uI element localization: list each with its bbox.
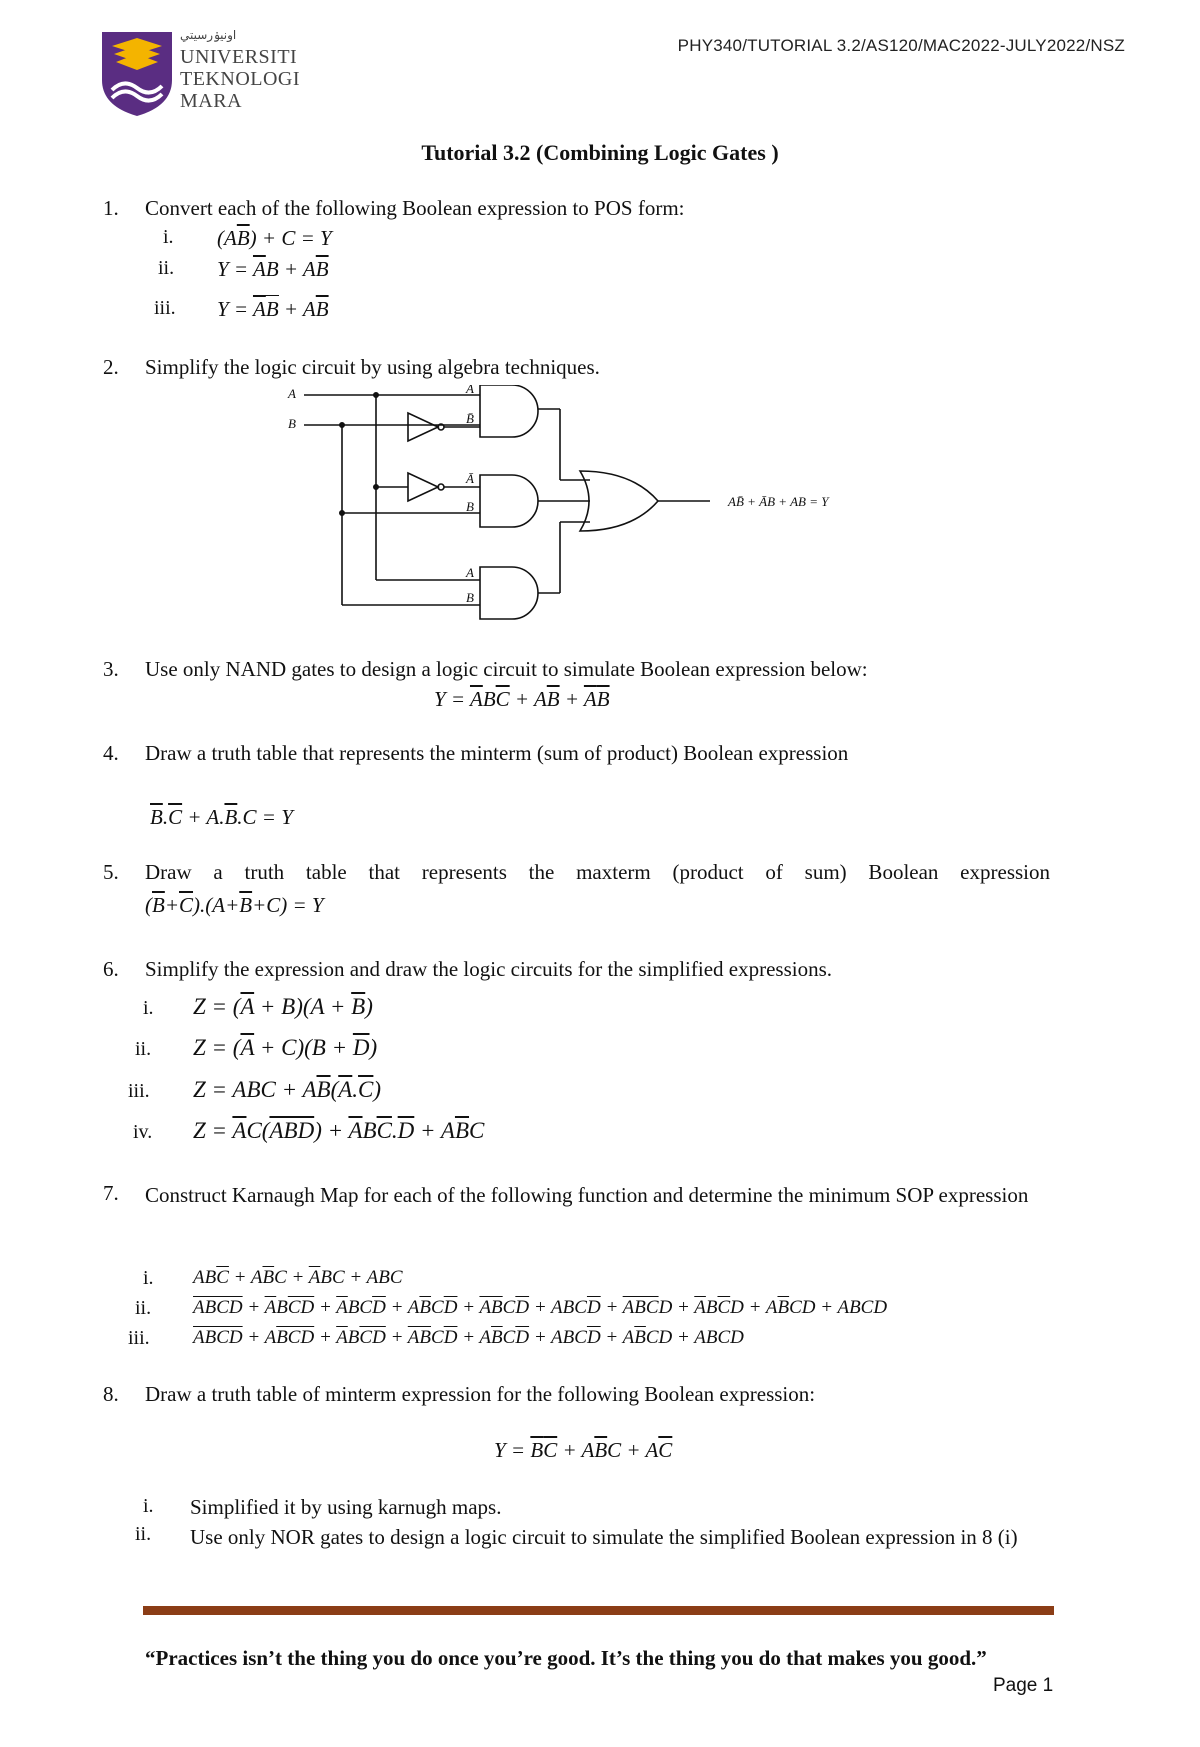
q7-item-i-expr: $AB\overline{C} + A\overline{B}C + \overline{A}BC$ + ABC xyxy=(193,1267,403,1288)
document-code: PHY340/TUTORIAL 3.2/AS120/MAC2022-JULY2022/NSZ xyxy=(677,36,1125,55)
q6-number: 6. xyxy=(103,957,119,981)
uitm-logo xyxy=(100,28,300,120)
q6-item-i-expr: $Z = (\overline{A} + B)(A + \overline{B})$ xyxy=(193,994,373,1019)
and-gate-1 xyxy=(480,385,538,437)
q4-number: 4. xyxy=(103,741,119,765)
page-number: Page 1 xyxy=(993,1675,1054,1696)
q6-item-iii-expr: Z = ABC + $A\overline{B}(\overline{A}.\overline{C})$ xyxy=(193,1077,382,1102)
q3-text: Use only NAND gates to design a logic circuit to simulate Boolean expression below: xyxy=(145,657,868,681)
q6-text: Simplify the expression and draw the logic circuits for the simplified expressions. xyxy=(145,957,833,981)
q1-number: 1. xyxy=(103,196,119,220)
page-title: Tutorial 3.2 (Combining Logic Gates ) xyxy=(421,140,779,165)
gate2-input2-label: B xyxy=(466,499,474,514)
q1-text: Convert each of the following Boolean expression to POS form: xyxy=(145,196,685,220)
q1-item-iii-num: iii. xyxy=(154,297,176,319)
circuit-input-a-label: A xyxy=(288,386,296,401)
q8-item-i-text: Simplified it by using karnugh maps. xyxy=(190,1495,502,1519)
q7-text: Construct Karnaugh Map for each of the following function and determine the minimum SOP expression xyxy=(145,1183,1029,1207)
q6-item-iv-num: iv. xyxy=(133,1121,153,1143)
junction-a1 xyxy=(374,393,378,397)
logic-circuit-diagram xyxy=(280,385,920,625)
uitm-crest-icon xyxy=(100,28,174,118)
q2-number: 2. xyxy=(103,355,119,379)
q5-expr: $(\overline{B}+\overline{C}).(A+\overline{B}+C) = Y$ xyxy=(145,893,324,917)
q6-item-ii-num: ii. xyxy=(135,1038,152,1060)
q6-item-ii-expr: $Z = (\overline{A} + C)(B + \overline{D})$ xyxy=(193,1035,378,1060)
q6-item-i-num: i. xyxy=(143,997,154,1019)
q8-item-ii-num: ii. xyxy=(135,1523,152,1545)
q7-item-iii-expr: ABCD + $A\overline{BCD} + \overline{A}B\overline{CD} + \overline{AB}C\overline{D} + A\overline{B}C\overline{D} + ABC\overline{D} + A\overline{B}CD$ + ABCD xyxy=(193,1327,744,1348)
q6-item-iii-num: iii. xyxy=(128,1080,150,1102)
q4-expr: $\overline{B}.\overline{C} + A.\overline{B}.C = Y$ xyxy=(150,805,293,829)
q1-item-i-num: i. xyxy=(163,226,174,248)
q1-item-i-expr: $(A\overline{B}) + C = Y$ xyxy=(217,226,332,250)
q7-item-i-num: i. xyxy=(143,1267,154,1289)
q1-item-ii-expr: $Y = \overline{A}B + A\overline{B}$ xyxy=(217,257,329,281)
q1-item-ii-num: ii. xyxy=(158,257,175,279)
q7-item-iii-num: iii. xyxy=(128,1327,150,1349)
gate2-input1-label: Ā xyxy=(466,471,474,486)
logo-line2: TEKNOLOGI xyxy=(180,68,301,90)
q1-item-iii-expr: $Y = \overline{A}B + A\overline{B}$ xyxy=(217,297,329,321)
gate1-input1-label: A xyxy=(466,385,474,396)
q5-text: Draw a truth table that represents the maxterm (product of sum) Boolean expression xyxy=(145,860,1050,884)
q3-number: 3. xyxy=(103,657,119,681)
gate3-input2-label: B xyxy=(466,590,474,605)
and-gate-2 xyxy=(480,475,538,527)
or-gate xyxy=(580,471,658,531)
footer-divider xyxy=(143,1606,1054,1615)
footer-quote: “Practices isn’t the thing you do once you’re good. It’s the thing you do that makes you good.” xyxy=(145,1646,987,1670)
q8-item-i-num: i. xyxy=(143,1495,154,1517)
q2-text: Simplify the logic circuit by using algebra techniques. xyxy=(145,355,600,379)
circuit-output-label: AB̄ + ĀB + AB = Y xyxy=(728,494,829,509)
logo-line1: UNIVERSITI xyxy=(180,46,298,68)
q5-number: 5. xyxy=(103,860,119,884)
gate1-input2-label: B̄ xyxy=(466,411,474,426)
logo-line3: MARA xyxy=(180,90,243,112)
q8-number: 8. xyxy=(103,1382,119,1406)
q3-expr: $Y = \overline{A}B\overline{C} + A\overline{B} + \overline{A}\overline{B}$ xyxy=(434,687,610,711)
q8-text: Draw a truth table of minterm expression for the following Boolean expression: xyxy=(145,1382,816,1406)
inverter-2 xyxy=(408,473,438,501)
junction-a2 xyxy=(374,485,378,489)
q4-text: Draw a truth table that represents the minterm (sum of product) Boolean expression xyxy=(145,741,849,765)
q8-expr: $Y = \overline{B}\overline{C} + A\overline{B}C + A\overline{C}$ xyxy=(494,1438,673,1462)
inverter-1 xyxy=(408,413,438,441)
and-gate-3 xyxy=(480,567,538,619)
q6-item-iv-expr: $Z = \overline{A}C(\overline{ABD}) + \overline{A}B\overline{C}.\overline{D} + A\overline{B}C$ xyxy=(193,1118,485,1143)
q7-item-ii-num: ii. xyxy=(135,1297,152,1319)
junction-b1 xyxy=(340,423,344,427)
q7-item-ii-expr: ABCD + $\overline{A}B\overline{CD} + \overline{A}BC\overline{D} + A\overline{B}C\overline{D} + \overline{AB}C\overline{D} + ABC\overline{D} + \overline{ABC}D + \overline{A}B\overline{C}D + A\overline{B}CD$ + ABCD xyxy=(193,1297,888,1318)
logo-jawi: اونيۏرسيتي xyxy=(180,28,237,42)
circuit-input-b-label: B xyxy=(288,416,296,431)
gate3-input1-label: A xyxy=(466,565,474,580)
q8-item-ii-text: Use only NOR gates to design a logic circuit to simulate the simplified Boolean expression in 8 (i) xyxy=(190,1525,1018,1549)
q7-number: 7. xyxy=(103,1181,119,1205)
